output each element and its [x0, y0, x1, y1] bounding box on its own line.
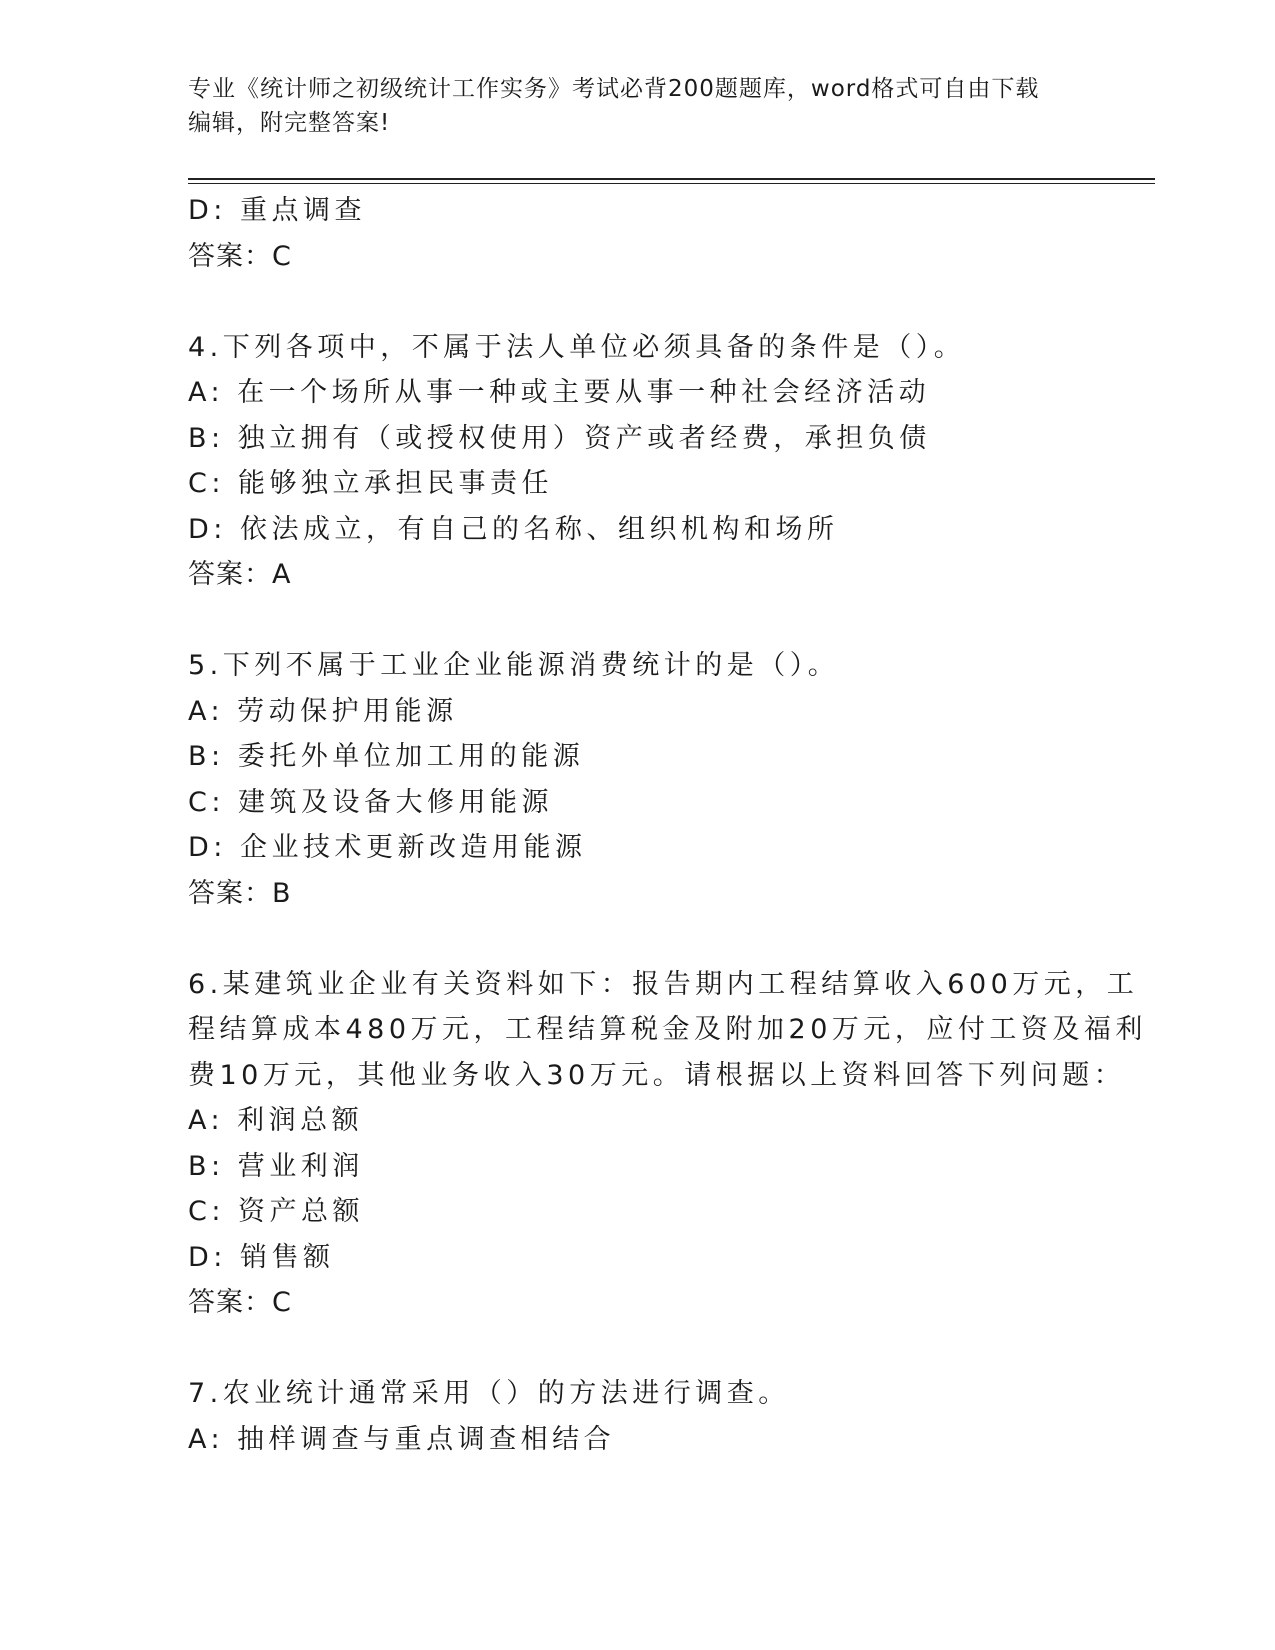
question-6	[188, 962, 1147, 1326]
header-line-2: 编辑，附完整答案!	[188, 110, 391, 136]
option-d: D: 依法成立，有自己的名称、组织机构和场所	[188, 513, 839, 545]
question-stem: 5.下列不属于工业企业能源消费统计的是（）。	[188, 650, 840, 681]
option-a: A: 劳动保护用能源	[188, 695, 458, 727]
answer-line: 答案：C	[188, 1287, 292, 1318]
option-d: D: 重点调查	[188, 195, 366, 226]
spacer	[188, 1326, 1108, 1372]
option-d: D: 企业技术更新改造用能源	[188, 832, 587, 863]
option-b: B: 独立拥有（或授权使用）资产或者经费，承担负债	[188, 422, 931, 454]
question-stem: 7.农业统计通常采用（）的方法进行调查。	[188, 1378, 790, 1409]
answer-line: 答案：A	[188, 559, 292, 590]
option-c: C: 资产总额	[188, 1196, 365, 1227]
header-rule-thin	[188, 183, 1155, 184]
question-7	[188, 1371, 1108, 1462]
spacer	[188, 598, 1108, 644]
answer-line: 答案：C	[188, 240, 292, 272]
question-stem-line-1: 6.某建筑业企业有关资料如下：报告期内工程结算收入600万元，工	[188, 968, 1139, 1000]
option-b: B: 营业利润	[188, 1150, 364, 1182]
question-5	[188, 643, 1108, 916]
page-header	[188, 72, 1088, 140]
question-stem-line-2: 程结算成本480万元，工程结算税金及附加20万元，应付工资及福利	[188, 1014, 1147, 1045]
spacer	[188, 279, 1108, 325]
option-a: A: 利润总额	[188, 1105, 364, 1136]
header-rule-thick	[188, 178, 1155, 180]
option-a: A: 在一个场所从事一种或主要从事一种社会经济活动	[188, 377, 931, 408]
question-content	[188, 188, 1147, 1462]
question-stem: 4.下列各项中，不属于法人单位必须具备的条件是（）。	[188, 331, 966, 363]
question-4	[188, 325, 1108, 598]
header-line-1: 专业《统计师之初级统计工作实务》考试必背200题题库，word格式可自由下载	[188, 76, 1040, 102]
spacer	[188, 916, 1108, 962]
question-stem-line-3: 费10万元，其他业务收入30万元。请根据以上资料回答下列问题：	[188, 1059, 1126, 1091]
option-c: C: 能够独立承担民事责任	[188, 468, 554, 499]
option-c: C: 建筑及设备大修用能源	[188, 786, 554, 818]
option-b: B: 委托外单位加工用的能源	[188, 741, 585, 772]
option-a: A: 抽样调查与重点调查相结合	[188, 1423, 616, 1455]
answer-line: 答案：B	[188, 877, 292, 909]
option-d: D: 销售额	[188, 1241, 335, 1273]
